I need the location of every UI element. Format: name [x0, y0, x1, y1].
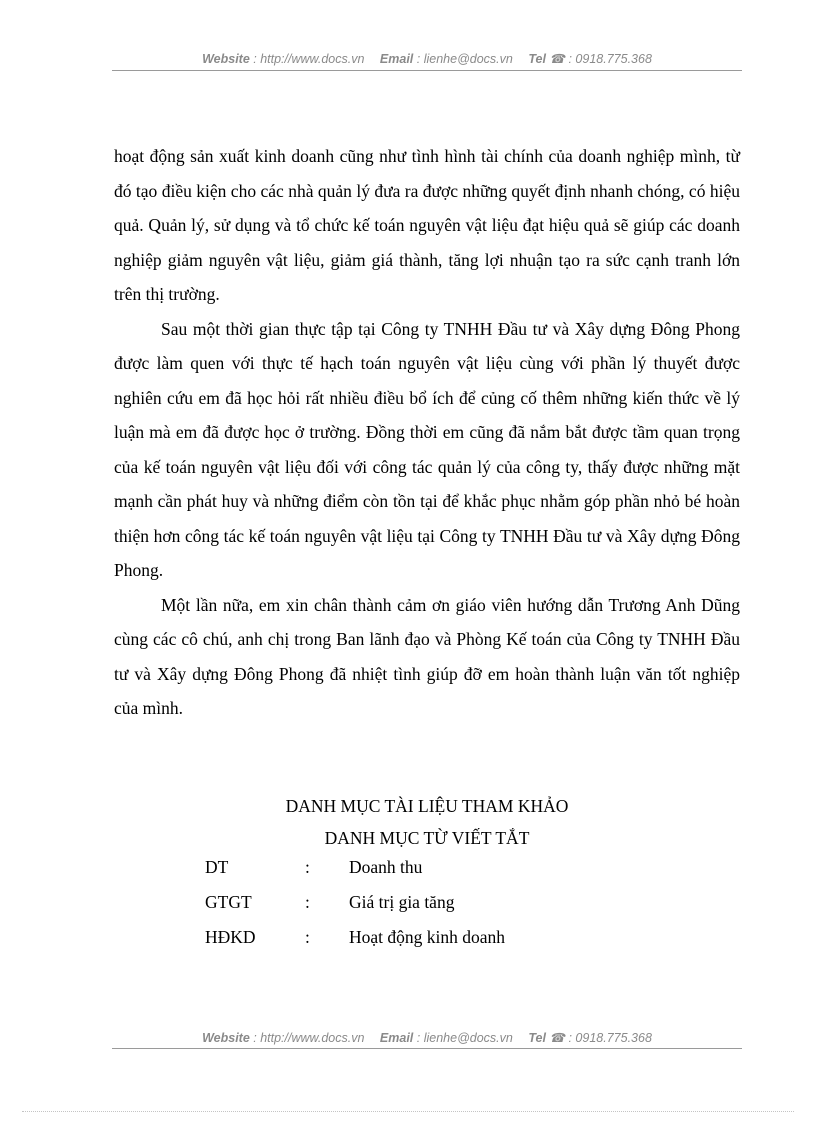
phone-icon: ☎ [549, 52, 565, 66]
abbr-separator: : [305, 857, 310, 877]
abbr-separator: : [305, 892, 310, 912]
website-label: Website [202, 52, 250, 66]
header-rule [112, 70, 742, 71]
abbr-meaning: Hoạt động kinh doanh [349, 927, 506, 947]
phone-icon: ☎ [549, 1031, 565, 1045]
page-edge-divider [22, 1111, 794, 1112]
email-address[interactable]: : lienhe@docs.vn [416, 1031, 513, 1045]
abbr-separator: : [305, 927, 310, 947]
page-header [112, 51, 742, 66]
website-label: Website [202, 1031, 250, 1045]
tel-label: Tel [528, 1031, 546, 1045]
footer-rule [112, 1048, 742, 1049]
abbr-code: HĐKD [205, 927, 256, 947]
email-label: Email [379, 1031, 414, 1045]
email-label: Email [379, 52, 414, 66]
references-title: DANH MỤC TÀI LIỆU THAM KHẢO [285, 796, 569, 816]
tel-number: : 0918.775.368 [568, 1031, 652, 1045]
website-url[interactable]: : http://www.docs.vn [253, 52, 365, 66]
paragraph: Sau một thời gian thực tập tại Công ty TNHH Đầu tư và Xây dựng Đông Phong được làm quen với thực tế hạch toán nguyên vật liệu cùng với phần lý thuyết được nghiên cứu em đã học hỏi rất nhiều điều bổ ích để củng cố thêm những kiến thức về lý luận mà em đã được học ở trường. Đồng thời em cũng đã nắm bắt được tầm quan trọng của kế toán nguyên vật liệu đối với công tác quản lý của công ty, thấy được những mặt mạnh cần phát huy và những điểm còn tồn tại để khắc phục nhằm góp phần nhỏ bé hoàn thiện hơn công tác kế toán nguyên vật liệu tại Công ty TNHH Đầu tư và Xây dựng Đông Phong. [114, 318, 740, 580]
page-footer [112, 1030, 742, 1045]
paragraph: hoạt động sản xuất kinh doanh cũng như tình hình tài chính của doanh nghiệp mình, từ đó tạo điều kiện cho các nhà quản lý đưa ra được những quyết định nhanh chóng, có hiệu quả. Quản lý, sử dụng và tổ chức kế toán nguyên vật liệu đạt hiệu quả sẽ giúp các doanh nghiệp giảm nguyên vật liệu, giảm giá thành, tăng lợi nhuận tạo ra sức cạnh tranh lớn trên thị trường. [114, 146, 740, 304]
website-url[interactable]: : http://www.docs.vn [253, 1031, 365, 1045]
abbr-code: DT [205, 857, 229, 877]
abbreviations-title: DANH MỤC TỪ VIẾT TẮT [324, 828, 530, 848]
abbr-code: GTGT [205, 892, 252, 912]
email-address[interactable]: : lienhe@docs.vn [416, 52, 513, 66]
tel-label: Tel [528, 52, 546, 66]
abbr-meaning: Doanh thu [349, 857, 423, 877]
abbr-meaning: Giá trị gia tăng [349, 892, 455, 912]
section-headings [114, 790, 740, 854]
body-text [114, 139, 740, 726]
tel-number: : 0918.775.368 [568, 52, 652, 66]
paragraph: Một lần nữa, em xin chân thành cảm ơn giáo viên hướng dẫn Trương Anh Dũng cùng các cô chú, anh chị trong Ban lãnh đạo và Phòng Kế toán của Công ty TNHH Đầu tư và Xây dựng Đông Phong đã nhiệt tình giúp đỡ em hoàn thành luận văn tốt nghiệp của mình. [114, 594, 740, 718]
